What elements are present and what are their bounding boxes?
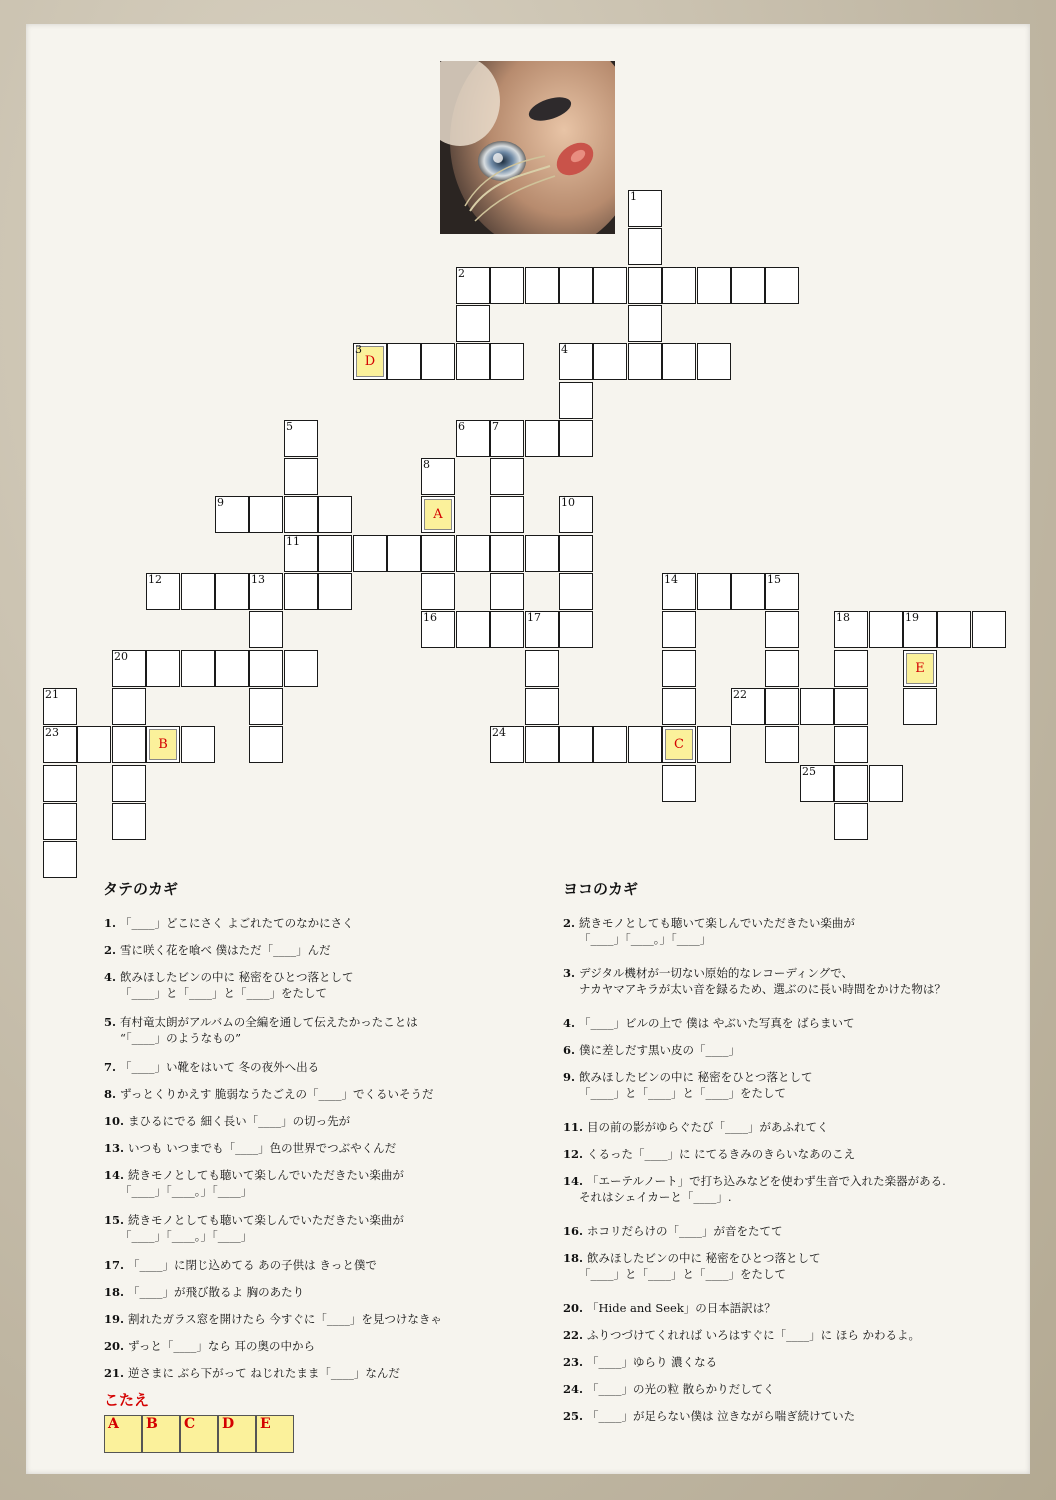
clue-item-text: ホコリだらけの「____」が音をたてて <box>587 1224 783 1238</box>
clue-item-number: 9. <box>563 1070 580 1084</box>
tate-title: タテのカギ <box>103 880 179 898</box>
clue-item-number: 5. <box>104 1015 121 1029</box>
grid-cell[interactable] <box>628 726 662 763</box>
clue-item-text: 「____」が足らない僕は 泣きながら喘ぎ続けていた <box>587 1409 856 1423</box>
clue-number: 23 <box>45 726 59 739</box>
grid-cell[interactable] <box>559 343 593 380</box>
grid-cell[interactable] <box>490 726 524 763</box>
clue-item-number: 14. <box>563 1174 588 1188</box>
clue-item-text: 逆さまに ぶら下がって ねじれたまま「____」なんだ <box>128 1366 400 1380</box>
grid-cell[interactable] <box>662 267 696 304</box>
grid-cell[interactable] <box>525 726 559 763</box>
grid-cell[interactable] <box>559 535 593 572</box>
grid-cell[interactable] <box>284 535 318 572</box>
grid-cell[interactable] <box>628 190 662 227</box>
clue-item-continuation: “「____」のようなもの” <box>120 1031 242 1045</box>
grid-cell[interactable] <box>353 535 387 572</box>
clue-item-number: 20. <box>104 1339 129 1353</box>
clue-item <box>104 1086 433 1102</box>
clue-number: 1 <box>630 190 637 203</box>
grid-cell[interactable] <box>559 267 593 304</box>
clue-number: 24 <box>492 726 506 739</box>
clue-item-text: 僕に差しだす黒い皮の「____」 <box>579 1043 741 1057</box>
grid-cell[interactable] <box>456 267 490 304</box>
clue-item <box>563 1223 783 1239</box>
clue-item <box>563 1300 776 1316</box>
grid-cell[interactable] <box>43 688 77 725</box>
grid-cell[interactable] <box>697 573 731 610</box>
clue-item-number: 24. <box>563 1382 588 1396</box>
grid-cell[interactable] <box>662 650 696 687</box>
grid-cell[interactable] <box>318 573 352 610</box>
grid-cell[interactable] <box>593 343 627 380</box>
grid-cell[interactable] <box>181 726 215 763</box>
clue-item-text: 雪に咲く花を喰べ 僕はただ「____」んだ <box>120 943 331 957</box>
clue-number: 25 <box>802 765 816 778</box>
grid-cell[interactable] <box>490 611 524 648</box>
clue-item-text: 飲みほしたビンの中に 秘密をひとつ落として <box>120 970 354 984</box>
clue-number: 21 <box>45 688 59 701</box>
grid-cell[interactable] <box>215 496 249 533</box>
grid-cell[interactable] <box>249 650 283 687</box>
grid-cell[interactable] <box>43 841 77 878</box>
clue-item-number: 11. <box>563 1120 588 1134</box>
grid-cell[interactable] <box>249 688 283 725</box>
clue-number: 7 <box>492 420 499 433</box>
grid-cell[interactable] <box>525 267 559 304</box>
grid-cell[interactable] <box>628 305 662 342</box>
clue-number: 18 <box>836 611 850 624</box>
clue-number: 11 <box>286 535 300 548</box>
grid-cell[interactable] <box>800 688 834 725</box>
grid-cell[interactable] <box>559 573 593 610</box>
clue-item-text: 「____」どこにさく よごれたてのなかにさく <box>120 916 354 930</box>
clue-item-number: 23. <box>563 1355 588 1369</box>
grid-cell[interactable] <box>834 803 868 840</box>
grid-cell[interactable] <box>765 650 799 687</box>
clue-item-continuation: 「____」と「____」と「____」をたして <box>579 1267 786 1281</box>
grid-cell[interactable] <box>456 611 490 648</box>
grid-cell[interactable] <box>490 343 524 380</box>
grid-cell[interactable] <box>249 496 283 533</box>
grid-cell[interactable] <box>284 420 318 457</box>
answer-box-e[interactable]: E <box>256 1415 294 1453</box>
grid-cell[interactable] <box>249 611 283 648</box>
clue-item <box>563 915 855 931</box>
clue-item-number: 2. <box>104 943 121 957</box>
grid-cell[interactable] <box>525 611 559 648</box>
clue-number: 19 <box>905 611 919 624</box>
clue-item-text: 続きモノとしても聴いて楽しんでいただきたい楽曲が <box>128 1213 404 1227</box>
grid-cell[interactable] <box>662 611 696 648</box>
grid-cell[interactable] <box>525 535 559 572</box>
grid-cell[interactable] <box>146 650 180 687</box>
clue-item-number: 3. <box>563 966 580 980</box>
clue-number: 2 <box>458 267 465 280</box>
clue-number: 8 <box>423 458 430 471</box>
clue-item <box>563 1069 812 1085</box>
clue-item <box>104 1365 400 1381</box>
grid-cell[interactable] <box>662 343 696 380</box>
grid-cell[interactable] <box>731 573 765 610</box>
yoko-title: ヨコのカギ <box>563 880 639 898</box>
grid-cell[interactable] <box>490 267 524 304</box>
clue-item-text: デジタル機材が一切ない原始的なレコーディングで、 <box>579 966 853 980</box>
clue-number: 9 <box>217 496 224 509</box>
grid-cell[interactable] <box>421 458 455 495</box>
grid-cell[interactable] <box>112 765 146 802</box>
clue-item-text: まひるにでる 細く長い「____」の切っ先が <box>128 1114 351 1128</box>
grid-cell[interactable] <box>628 343 662 380</box>
answer-box-c[interactable]: C <box>180 1415 218 1453</box>
grid-cell[interactable] <box>628 228 662 265</box>
clue-number: 14 <box>664 573 678 586</box>
grid-cell[interactable] <box>490 496 524 533</box>
grid-cell[interactable] <box>284 573 318 610</box>
clue-item-number: 15. <box>104 1213 129 1227</box>
grid-cell[interactable] <box>834 726 868 763</box>
clue-item-continuation: 「____」「____。」「____」 <box>579 932 712 946</box>
grid-cell[interactable] <box>318 535 352 572</box>
grid-cell[interactable] <box>765 726 799 763</box>
clue-item-text: 「____」の光の粒 散らかりだしてく <box>587 1382 775 1396</box>
clue-item <box>563 1381 775 1397</box>
highlight-letter: D <box>356 346 384 377</box>
clue-number: 13 <box>251 573 265 586</box>
clue-number: 6 <box>458 420 465 433</box>
grid-cell[interactable] <box>43 726 77 763</box>
clue-item-text: 「エーテルノート」で打ち込みなどを使わず生音で入れた楽器がある. <box>587 1174 946 1188</box>
grid-cell[interactable] <box>490 420 524 457</box>
clue-item-text: 飲みほしたビンの中に 秘密をひとつ落として <box>587 1251 821 1265</box>
clue-item <box>104 942 331 958</box>
clue-item <box>563 1173 946 1189</box>
grid-cell[interactable] <box>43 803 77 840</box>
grid-cell[interactable] <box>697 343 731 380</box>
clue-item <box>104 1338 315 1354</box>
grid-cell[interactable] <box>146 573 180 610</box>
clue-item <box>563 1119 829 1135</box>
grid-cell[interactable] <box>490 573 524 610</box>
grid-cell[interactable] <box>77 726 111 763</box>
grid-cell[interactable] <box>525 650 559 687</box>
grid-cell[interactable] <box>834 650 868 687</box>
clue-item-number: 1. <box>104 916 121 930</box>
clue-item-continuation: ナカヤマアキラが太い音を録るため、選ぶのに長い時間をかけた物は？ <box>579 982 946 996</box>
clue-item-number: 12. <box>563 1147 588 1161</box>
clue-item-number: 6. <box>563 1043 580 1057</box>
clue-item-number: 21. <box>104 1366 129 1380</box>
clue-item <box>104 1257 377 1273</box>
answer-box-b[interactable]: B <box>142 1415 180 1453</box>
grid-cell[interactable] <box>800 765 834 802</box>
clue-item-number: 4. <box>563 1016 580 1030</box>
clue-item-text: くるった「____」に にてるきみのきらいなあのこえ <box>587 1147 856 1161</box>
grid-cell[interactable] <box>662 726 696 763</box>
grid-cell[interactable] <box>284 458 318 495</box>
clue-item-number: 4. <box>104 970 121 984</box>
grid-cell[interactable] <box>421 496 455 533</box>
grid-cell[interactable] <box>318 496 352 533</box>
grid-cell[interactable] <box>697 267 731 304</box>
grid-cell[interactable] <box>456 420 490 457</box>
clue-item-text: ずっと「____」なら 耳の奥の中から <box>128 1339 315 1353</box>
grid-cell[interactable] <box>903 650 937 687</box>
clue-item-text: 飲みほしたビンの中に 秘密をひとつ落として <box>579 1070 813 1084</box>
grid-cell[interactable] <box>490 535 524 572</box>
clue-item <box>563 1146 855 1162</box>
grid-cell[interactable] <box>249 573 283 610</box>
clue-number: 17 <box>527 611 541 624</box>
grid-cell[interactable] <box>765 573 799 610</box>
grid-cell[interactable] <box>456 305 490 342</box>
grid-cell[interactable] <box>421 611 455 648</box>
clue-number: 20 <box>114 650 128 663</box>
clue-item-text: ずっとくりかえす 脆弱なうたごえの「____」でくるいそうだ <box>120 1087 434 1101</box>
answer-box-d[interactable]: D <box>218 1415 256 1453</box>
clue-item <box>104 1311 442 1327</box>
grid-cell[interactable] <box>662 765 696 802</box>
grid-cell[interactable] <box>731 688 765 725</box>
answer-title: こたえ <box>104 1391 150 1409</box>
clue-item-text: 続きモノとしても聴いて楽しんでいただきたい楽曲が <box>579 916 855 930</box>
grid-cell[interactable] <box>490 458 524 495</box>
clue-item <box>104 1212 404 1228</box>
clue-item-number: 7. <box>104 1060 121 1074</box>
highlight-letter: A <box>424 499 452 530</box>
grid-cell[interactable] <box>181 650 215 687</box>
clue-item-continuation: 「____」「____。」「____」 <box>120 1229 253 1243</box>
clue-item-number: 16. <box>563 1224 588 1238</box>
grid-cell[interactable] <box>559 420 593 457</box>
grid-cell[interactable] <box>765 688 799 725</box>
clue-item-number: 19. <box>104 1312 129 1326</box>
clue-item-number: 8. <box>104 1087 121 1101</box>
grid-cell[interactable] <box>112 726 146 763</box>
clue-number: 12 <box>148 573 162 586</box>
grid-cell[interactable] <box>593 726 627 763</box>
grid-cell[interactable] <box>525 420 559 457</box>
clue-item-continuation: 「____」と「____」と「____」をたして <box>579 1086 786 1100</box>
answer-box-a[interactable]: A <box>104 1415 142 1453</box>
grid-cell[interactable] <box>765 267 799 304</box>
clue-item-continuation: 「____」と「____」と「____」をたして <box>120 986 327 1000</box>
clue-item-number: 10. <box>104 1114 129 1128</box>
clue-item-number: 2. <box>563 916 580 930</box>
clue-item-number: 17. <box>104 1258 129 1272</box>
grid-cell[interactable] <box>421 573 455 610</box>
grid-cell[interactable] <box>421 343 455 380</box>
clue-item <box>563 1015 854 1031</box>
grid-cell[interactable] <box>869 611 903 648</box>
grid-cell[interactable] <box>972 611 1006 648</box>
grid-cell[interactable] <box>903 688 937 725</box>
grid-cell[interactable] <box>559 382 593 419</box>
clue-item-number: 14. <box>104 1168 129 1182</box>
clue-item-text: 有村竜太朗がアルバムの全編を通して伝えたかったことは <box>120 1015 418 1029</box>
grid-cell[interactable] <box>765 611 799 648</box>
clue-item <box>104 1113 350 1129</box>
grid-cell[interactable] <box>284 650 318 687</box>
grid-cell[interactable] <box>456 535 490 572</box>
clue-number: 3 <box>355 343 362 356</box>
clue-item-text: 「____」ゆらり 濃くなる <box>587 1355 718 1369</box>
clue-item <box>563 1250 820 1266</box>
grid-cell[interactable] <box>628 267 662 304</box>
grid-cell[interactable] <box>559 611 593 648</box>
grid-cell[interactable] <box>249 726 283 763</box>
clue-item-number: 18. <box>104 1285 129 1299</box>
clue-item-text: 割れたガラス窓を開けたら 今すぐに「____」を見つけなきゃ <box>128 1312 442 1326</box>
clue-item <box>104 1284 304 1300</box>
grid-cell[interactable] <box>662 688 696 725</box>
clue-item-text: ふりつづけてくれれば いろはすぐに「____」に ほら かわるよ。 <box>587 1328 920 1342</box>
clue-number: 22 <box>733 688 747 701</box>
grid-cell[interactable] <box>731 267 765 304</box>
clue-item-continuation: 「____」「____。」「____」 <box>120 1184 253 1198</box>
clue-item <box>563 965 853 981</box>
grid-cell[interactable] <box>181 573 215 610</box>
grid-cell[interactable] <box>146 726 180 763</box>
clue-number: 4 <box>561 343 568 356</box>
grid-cell[interactable] <box>937 611 971 648</box>
clue-item <box>563 1327 920 1343</box>
clue-item <box>104 1014 418 1030</box>
clue-item <box>563 1408 855 1424</box>
clue-item-text: いつも いつまでも「____」色の世界でつぶやくんだ <box>128 1141 397 1155</box>
grid-cell[interactable] <box>559 496 593 533</box>
grid-cell[interactable] <box>284 496 318 533</box>
clue-item <box>104 1140 396 1156</box>
clue-item <box>104 915 354 931</box>
highlight-letter: E <box>906 653 934 684</box>
clue-item-text: 続きモノとしても聴いて楽しんでいただきたい楽曲が <box>128 1168 404 1182</box>
clue-item-continuation: それはシェイカーと「____」. <box>579 1190 732 1204</box>
grid-cell[interactable] <box>215 650 249 687</box>
grid-cell[interactable] <box>559 726 593 763</box>
grid-cell[interactable] <box>697 726 731 763</box>
grid-cell[interactable] <box>593 267 627 304</box>
grid-cell[interactable] <box>387 535 421 572</box>
clue-item <box>104 1167 404 1183</box>
clue-item-text: 目の前の影がゆらぐたび「____」があふれてく <box>587 1120 829 1134</box>
grid-cell[interactable] <box>421 535 455 572</box>
grid-cell[interactable] <box>834 765 868 802</box>
clue-item <box>104 1059 319 1075</box>
grid-cell[interactable] <box>43 765 77 802</box>
clue-item-number: 18. <box>563 1251 588 1265</box>
clue-item <box>563 1354 717 1370</box>
grid-cell[interactable] <box>387 343 421 380</box>
clue-item-number: 22. <box>563 1328 588 1342</box>
grid-cell[interactable] <box>215 573 249 610</box>
grid-cell[interactable] <box>112 688 146 725</box>
highlight-letter: B <box>149 729 177 760</box>
clue-item <box>104 969 353 985</box>
clue-number: 5 <box>286 420 293 433</box>
clue-number: 16 <box>423 611 437 624</box>
clue-item-text: 「____」に閉じ込めてる あの子供は きっと僕で <box>128 1258 377 1272</box>
grid-cell[interactable] <box>112 803 146 840</box>
clue-item-number: 13. <box>104 1141 129 1155</box>
grid-cell[interactable] <box>662 573 696 610</box>
grid-cell[interactable] <box>112 650 146 687</box>
clue-item-text: 「____」い靴をはいて 冬の夜外へ出る <box>120 1060 320 1074</box>
grid-cell[interactable] <box>869 765 903 802</box>
clue-item-text: 「Hide and Seek」の日本語訳は？ <box>587 1301 776 1315</box>
clue-number: 15 <box>767 573 781 586</box>
grid-cell[interactable] <box>456 343 490 380</box>
clue-item-text: 「____」ビルの上で 僕は やぶいた写真を ばらまいて <box>579 1016 855 1030</box>
grid-cell[interactable] <box>834 688 868 725</box>
grid-cell[interactable] <box>834 611 868 648</box>
grid-cell[interactable] <box>903 611 937 648</box>
clue-item-number: 20. <box>563 1301 588 1315</box>
grid-cell[interactable] <box>525 688 559 725</box>
highlight-letter: C <box>665 729 693 760</box>
clue-number: 10 <box>561 496 575 509</box>
clue-item-text: 「____」が飛び散るよ 胸のあたり <box>128 1285 305 1299</box>
clue-item <box>563 1042 740 1058</box>
grid-cell[interactable] <box>353 343 387 380</box>
clue-item-number: 25. <box>563 1409 588 1423</box>
